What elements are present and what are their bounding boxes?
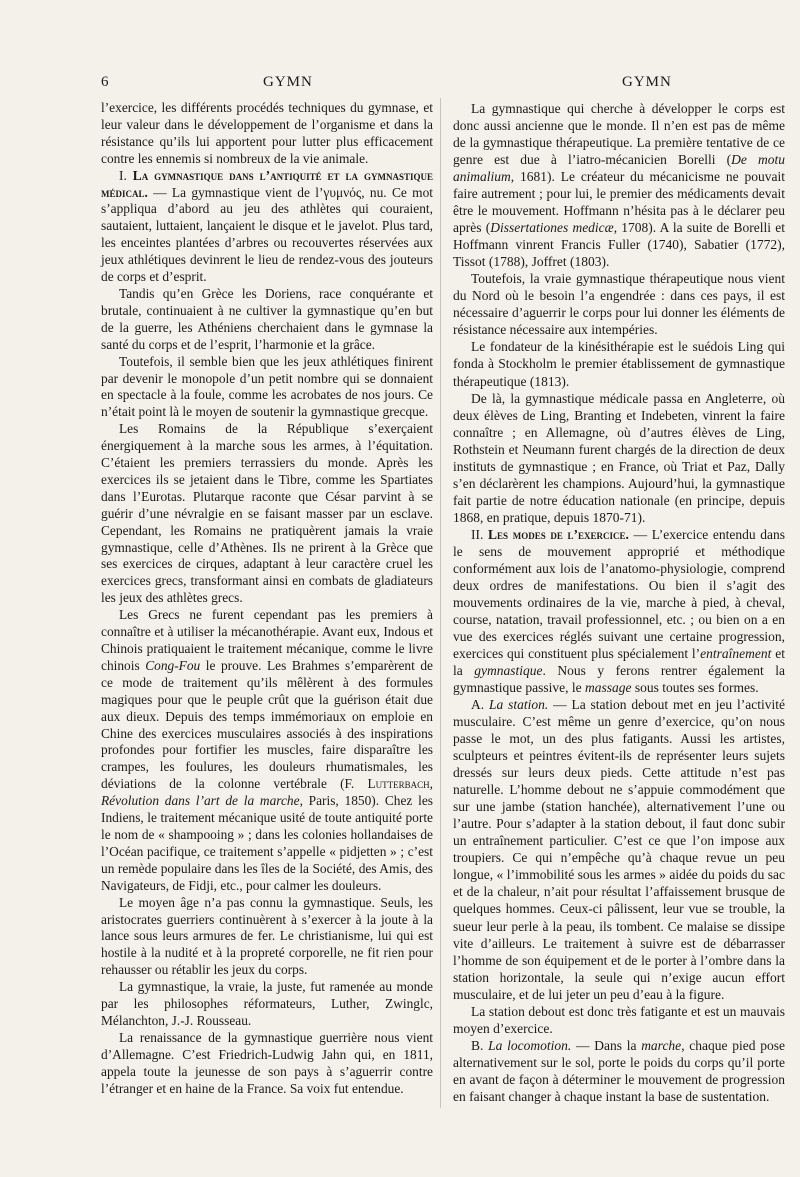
paragraph: Les Romains de la République s’exerçaient énergiquement à la marche sous les armes, à l’équitation. C’étaient les premiers terrassiers du monde. Après les exercices ils se jetaient dans le Tibre, comme les Spartiates dans l’Eurotas. Plutarque raconte que César parvint à se guérir d’une névralgie en se faisant masser par un esclave. Cependant, les Romains ne pratiquèrent jamais la vraie gymnastique, celle d’Athènes. Ils ne prirent à la Grèce que ses exercices de cirques, adaptant à leur caractère cruel les exercices grecs, transformant ainsi en combats de gladiateurs les jeux des athlètes grecs. bbox=[101, 421, 433, 606]
left-column bbox=[101, 100, 433, 1097]
paragraph: Toutefois, il semble bien que les jeux athlétiques finirent par devenir le monopole d’un petit nombre qui se donnaient en spectacle à la foule, comme les acrobates de nos jours. Ce n’était point là le moyen de soutenir la gymnastique grecque. bbox=[101, 353, 433, 420]
subsection-locomotion: B. La locomotion. — Dans la marche, chaque pied pose alternativement sur le sol, porte le poids du corps qu’il porte en avant de façon à déterminer le mouvement de progression en faisant changer à chaque instant la base de sustentation. bbox=[453, 1037, 785, 1104]
paragraph: Le moyen âge n’a pas connu la gymnastique. Seuls, les aristocrates guerriers continuèrent à s’exercer à la joute à la lance sous leurs armures de fer. Le christianisme, lui qui est hostile à la nudité et à la propreté corporelle, ne fit rien pour rehausser ou rétablir les jeux du corps. bbox=[101, 894, 433, 978]
column-divider bbox=[440, 98, 441, 1108]
right-column bbox=[453, 100, 785, 1105]
page-number: 6 bbox=[101, 74, 110, 90]
paragraph: Les Grecs ne furent cependant pas les premiers à connaître et à utiliser la mécanothérapie. Avant eux, Indous et Chinois pratiquaient le traitement mécanique, comme le livre chinois Cong-Fou le prouve. Les Brahmes s’emparèrent de ce mode de traitement qu’ils mêlèrent à des formules magiques pour que le peuple crût que la guérison était due aux dieux. Depuis des temps immémoriaux on emploie en Chine des exercices musculaires associés à des inspirations profondes pour fortifier les muscles, faire disparaître les crampes, les foulures, les douleurs rhumatismales, les déviations de la colonne vertébrale (F. Lutterbach, Révolution dans l’art de la marche, Paris, 1850). Chez les Indiens, le traitement mécanique usité de toute antiquité porte le nom de « shampooing » ; dans les colonies hollandaises de l’Océan pacifique, ce traitement s’appelle « pidjetten » ; c’est un remède populaire dans les îles de la Société, des Amis, des Navigateurs, de Fidji, etc., pour calmer les douleurs. bbox=[101, 607, 433, 893]
paragraph: De là, la gymnastique médicale passa en Angleterre, où deux élèves de Ling, Branting et Indebeten, vinrent la faire connaître ; en Allemagne, où d’autres élèves de Ling, Rothstein et Neumann furent chargés de la direction de deux instituts de gymnastique ; en France, où Triat et Paz, Dally s’en déclarèrent les champions. Aujourd’hui, la gymnastique fait partie de notre éducation nationale (en principe, depuis 1868, en pratique, depuis 1870-71). bbox=[453, 390, 785, 525]
paragraph: Le fondateur de la kinésithérapie est le suédois Ling qui fonda à Stockholm le premier établissement de gymnastique thérapeutique (1813). bbox=[453, 339, 785, 389]
paragraph: Tandis qu’en Grèce les Doriens, race conquérante et brutale, continuaient à ne cultiver la gymnastique qu’en but de la guerre, les Athéniens cherchaient dans le gymnase la santé du corps et de l’esprit, l’harmonie et la grâce. bbox=[101, 285, 433, 352]
running-title-right: GYMN bbox=[622, 74, 672, 90]
subsection-station: A. La station. — La station debout met en jeu l’activité musculaire. C’est même un genre d’exercice, qu’on nous passe le mot, un des plus fatigants. Aussi les artistes, sculpteurs et peintres évitent-ils de représenter leurs sujets dressés sur leurs deux pieds. Cette attitude n’est pas naturelle. L’homme debout ne s’appuie commodément que sur une jambe (station hanchée), alternativement l’une ou l’autre. Pour s’adapter à la station debout, il faut donc subir un entraînement particulier. C’est ce que l’on impose aux troupiers. Ce qui n’empêche qu’à chaque revue un peu longue, « l’immobilité sous les armes » aidée du poids du sac et de la chaleur, n’ait pour résultat l’affaissement brusque de quelques hommes. Ceux-ci pâlissent, leur vue se trouble, la sueur leur perle à la peau, ils tombent. Ce malaise se dissipe vite d’ailleurs. Le traitement à suivre est de débarrasser l’homme de son équipement et de le porter à l’ombre dans la station horizontale, la seule qui n’exige aucun effort musculaire, et de lui jeter un peu d’eau à la figure. bbox=[453, 697, 786, 1002]
paragraph: Toutefois, la vraie gymnastique thérapeutique nous vient du Nord où le besoin l’a engendrée : dans ces pays, il est nécessaire d’aguerrir le corps pour lui donner les éléments de résistance nécessaire aux intempéries. bbox=[453, 271, 785, 338]
paragraph: La gymnastique qui cherche à développer le corps est donc aussi ancienne que le monde. Il n’en est pas de même de la gymnastique thérapeutique. La première tentative de ce genre est due à l’iatro-mécanicien Borelli (De motu animalium, 1681). Le créateur du mécanicisme ne pouvait faire autrement ; pour lui, le premier des médicaments devait être le mouvement. Hoffmann n’hésita pas à le déclarer peu après (Dissertationes medicæ, 1708). A la suite de Borelli et Hoffmann vinrent Francis Fuller (1740), Sabatier (1772), Tissot (1788), Joffret (1803). bbox=[453, 101, 785, 270]
paragraph: La gymnastique, la vraie, la juste, fut ramenée au monde par les philosophes réformateurs, Luther, Zwinglc, Mélanchton, J.-J. Rousseau. bbox=[101, 979, 433, 1028]
paragraph: La renaissance de la gymnastique guerrière nous vient d’Allemagne. C’est Friedrich-Ludwig Jahn qui, en 1811, appela toute la jeunesse de son pays à s’aguerrir contre l’étranger et en haine de la France. Sa voix fut entendue. bbox=[101, 1029, 433, 1096]
paragraph: La station debout est donc très fatigante et est un mauvais moyen d’exercice. bbox=[453, 1003, 785, 1036]
section-heading-antiquity: I. La gymnastique dans l’antiquité et la gymnastique médical. — La gymnastique vient de l’γυμνός, nu. Ce mot s’appliqua d’abord au jeu des athlètes qui couraient, sautaient, luttaient, lançaient le disque et le javelot. Plus tard, les enceintes plantées d’arbres ou recouvertes réservées aux jeux athlétiques devinrent le lieu de rendez-vous des jouteurs de corps et d’esprit. bbox=[101, 167, 433, 285]
paragraph: l’exercice, les différents procédés techniques du gymnase, et leur valeur dans le développement de l’organisme et dans la résistance qu’ils lui apportent pour lutter plus efficacement contre les ennemis si nombreux de la vie animale. bbox=[101, 100, 433, 166]
running-title-left: GYMN bbox=[263, 74, 313, 90]
section-heading-exercise-modes: II. Les modes de l’exercice. — L’exercice entendu dans le sens de mouvement approprié et méthodique conformément aux lois de l’anatomo-physiologie, comprend deux ordres de manifestations. Ou bien il s’agit des mouvements ordinaires de la vie, marche à pied, à cheval, course, natation, travail professionnel, etc. ; ou bien on a en vue des exercices réglés suivant une certaine progression, exercices qui constituent plus spécialement l’entraînement et la gymnastique. Nous y ferons rentrer également la gymnastique passive, le massage sous toutes ses formes. bbox=[453, 526, 786, 696]
